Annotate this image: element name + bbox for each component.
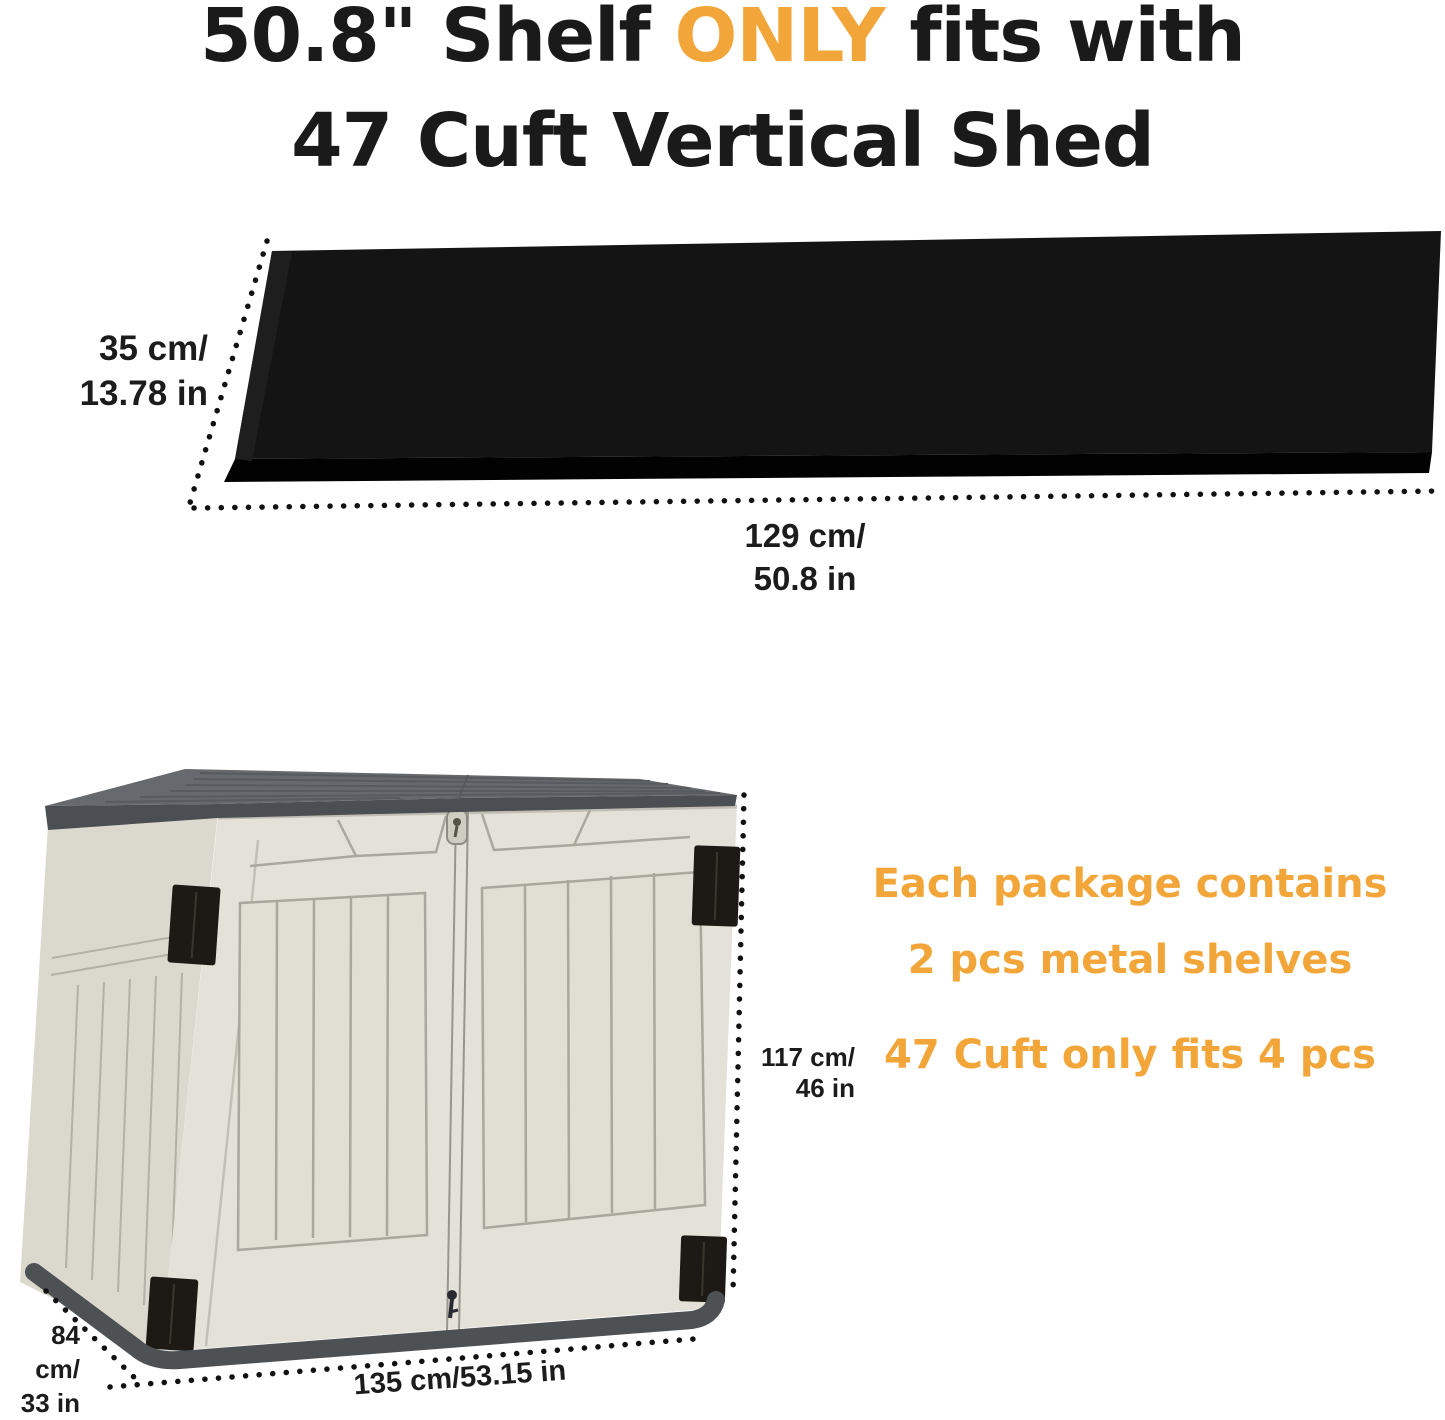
package-note <box>830 846 1430 998</box>
shed-height-label <box>650 1042 855 1104</box>
dim-line-shelf-length <box>194 491 1438 508</box>
package-note-line2: 2 pcs metal shelves <box>907 937 1353 983</box>
shelf-graphic <box>224 231 1441 482</box>
shed-depth-label <box>0 1318 80 1420</box>
package-note-line1: Each package contains <box>872 861 1388 907</box>
shelf-top-face <box>235 231 1441 459</box>
title-line1-highlight: ONLY <box>674 0 885 79</box>
shelf-depth-label <box>0 326 208 416</box>
shed-depth-in: 33 in <box>20 1388 80 1418</box>
title-line1-pre: 50.8" Shelf <box>200 0 675 79</box>
shed-depth-cm: 84 cm/ <box>35 1320 80 1384</box>
title-line-2: 47 Cuft Vertical Shed <box>291 98 1154 184</box>
shed-height-cm: 117 cm/ <box>761 1042 855 1072</box>
door-latch <box>447 810 467 844</box>
shelf-depth-in: 13.78 in <box>79 374 208 413</box>
shelf-length-in: 50.8 in <box>753 560 857 597</box>
shelf-length-label <box>700 514 910 600</box>
title-line1-post: fits with <box>884 0 1245 79</box>
shelf-length-cm: 129 cm/ <box>744 517 866 554</box>
shed-height-in: 46 in <box>795 1073 855 1103</box>
capacity-note: 47 Cuft only fits 4 pcs <box>884 1032 1376 1078</box>
shed-width-label: 135 cm/53.15 in <box>352 1354 568 1402</box>
shelf-depth-cm: 35 cm/ <box>99 329 208 368</box>
shed-graphic <box>20 769 740 1360</box>
